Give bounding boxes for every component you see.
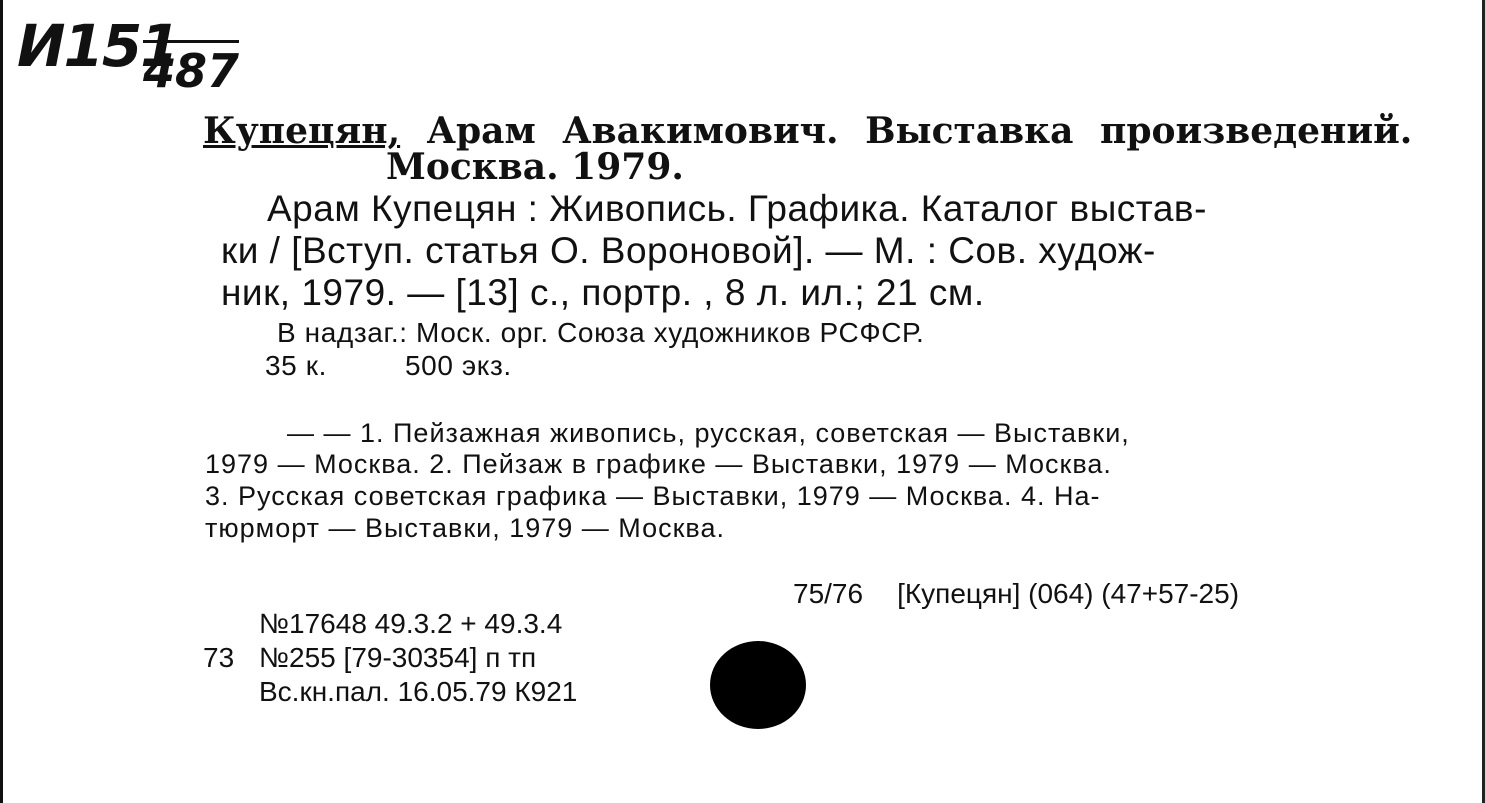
header-note: В надзаг.: Моск. орг. Союза художников РСФСР. [277, 317, 925, 348]
description-line-2: ки / [Вступ. статья О. Вороновой]. — М. : Сов. худож- [221, 230, 1156, 271]
print-run: 500 экз. [405, 350, 512, 381]
shelfmark: И151 [17, 12, 179, 80]
punch-hole [710, 641, 806, 729]
heading-rest: Арам Авакимович. Выставка произведений. [426, 110, 1413, 152]
imprint-line-2 [203, 642, 536, 674]
subject-line-2: 1979 — Москва. 2. Пейзаж в графике — Выставки, 1979 — Москва. [205, 449, 1112, 479]
heading-line-2: Москва. 1979. [386, 146, 684, 188]
imprint-line-3: Вс.кн.пал. 16.05.79 К921 [259, 676, 578, 707]
description-line-1: Арам Купецян : Живопись. Графика. Каталог выстав- [267, 188, 1207, 229]
imprint-line-2-text: №255 [79-30354] п тп [259, 642, 537, 673]
author-surname: Купецян, [203, 110, 401, 152]
imprint-line-1: №17648 49.3.2 + 49.3.4 [259, 608, 563, 639]
subject-line-1: — — 1. Пейзажная живопись, русская, советская — Выставки, [287, 418, 1130, 448]
classification-code: 75/76 [793, 578, 864, 609]
imprint-left-number: 73 [203, 642, 235, 673]
heading-line-1 [203, 110, 1412, 152]
classification-index: [Купецян] (064) (47+57-25) [897, 578, 1240, 609]
shelfmark-sub: 487 [143, 40, 239, 97]
description-line-3: ник, 1979. — [13] с., портр. , 8 л. ил.; 21 см. [221, 272, 985, 313]
subject-line-4: тюрморт — Выставки, 1979 — Москва. [205, 513, 725, 543]
price: 35 к. [265, 350, 327, 381]
classification [793, 578, 1239, 610]
subject-line-3: 3. Русская советская графика — Выставки, 1979 — Москва. 4. На- [205, 481, 1101, 511]
